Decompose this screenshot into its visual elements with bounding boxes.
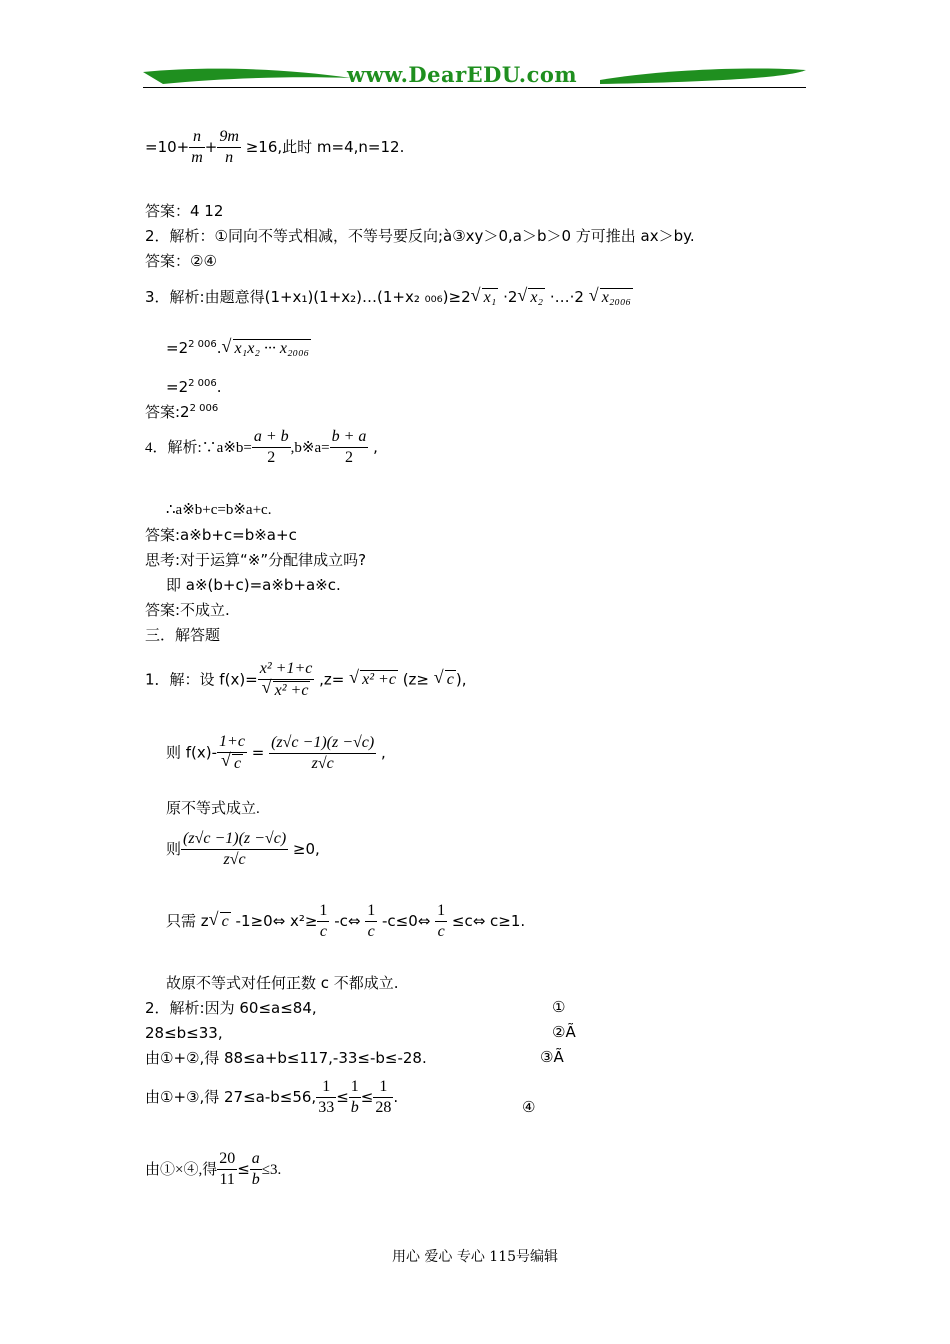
text: -c≤0⇔ <box>382 912 431 930</box>
text: ,b※a= <box>290 440 330 456</box>
text: ≤ <box>336 1088 349 1106</box>
denominator: 33 <box>318 1099 335 1116</box>
denominator: z√c <box>223 851 246 868</box>
section-heading: 三．解答题 <box>145 626 221 644</box>
solution-4-conclusion: ∴a※b+c=b※a+c. <box>166 502 272 518</box>
thinking-question: 思考:对于运算“※”分配律成立吗? <box>145 551 367 569</box>
numerator: 20 <box>217 1150 237 1170</box>
marker-4: ④ <box>522 1098 536 1116</box>
denominator: b <box>350 1099 359 1116</box>
fraction <box>217 1150 237 1189</box>
radical <box>262 681 311 700</box>
denominator: b <box>251 1171 260 1188</box>
text: -1≥0⇔ x²≥ <box>235 912 318 930</box>
text: ·2 <box>503 288 518 306</box>
radical <box>589 288 633 308</box>
denominator: 2 <box>267 449 276 466</box>
radical <box>434 670 456 690</box>
text: . <box>216 378 222 396</box>
answer-3 <box>145 399 218 422</box>
fraction <box>217 733 247 773</box>
text: 由①×④,得 <box>145 1162 218 1178</box>
denominator: 11 <box>219 1171 235 1188</box>
solution-3 <box>145 287 633 308</box>
numerator: 1+c <box>217 733 247 753</box>
text: 3．解析:由题意得(1+x₁)(1+x₂)…(1+x₂ ₀₀₆)≥2 <box>145 288 471 306</box>
numerator: 1 <box>373 1078 393 1098</box>
swoosh-right-icon <box>598 64 808 88</box>
answer-2: 答案：②④ <box>145 252 217 270</box>
text: ), <box>455 670 467 689</box>
problem-1-conclusion: 故原不等式对任何正数 c 不都成立. <box>166 974 399 992</box>
radicand: c <box>446 671 454 688</box>
text: , <box>373 438 378 456</box>
radical <box>222 339 312 359</box>
denominator: 2 <box>344 449 353 466</box>
fraction <box>250 1150 262 1189</box>
radical <box>349 670 398 690</box>
denominator: c <box>437 923 445 940</box>
solution-4 <box>145 428 378 467</box>
radical <box>471 288 499 308</box>
radicand: x² +c <box>274 682 309 699</box>
numerator: (z√c −1)(z −√c) <box>269 734 376 754</box>
solution-3-line-2 <box>166 335 311 359</box>
thinking-statement: 即 a※(b+c)=a※b+a※c. <box>166 576 341 594</box>
numerator: (z√c −1)(z −√c) <box>181 830 288 850</box>
numerator: a <box>250 1150 262 1170</box>
problem-1 <box>145 660 467 700</box>
numerator: a + b <box>252 428 291 448</box>
denominator: c <box>319 923 327 940</box>
radicand: c <box>233 755 242 772</box>
text: ≤3. <box>261 1162 282 1178</box>
radical <box>221 754 243 773</box>
problem-2-conclusion <box>145 1150 281 1189</box>
radicand: x₂ <box>530 288 544 306</box>
solution-3-line-3 <box>166 374 222 397</box>
text: ≤c⇔ c≥1. <box>451 912 526 930</box>
denominator <box>217 753 247 773</box>
denominator: c <box>367 923 375 940</box>
marker-1: ① <box>552 998 566 1016</box>
radical <box>209 912 231 932</box>
denominator: z√c <box>311 754 334 772</box>
text: = <box>251 743 265 762</box>
swoosh-left-icon <box>143 64 353 88</box>
line-result <box>145 128 404 167</box>
fraction <box>189 128 205 167</box>
problem-1-step <box>166 733 386 773</box>
text: ≤ <box>237 1160 250 1178</box>
marker-2: ②Ã <box>552 1023 576 1041</box>
text: 则 f(x)- <box>166 743 218 762</box>
numerator: x² +1+c <box>258 660 315 680</box>
text: ≥0, <box>292 840 320 858</box>
answer-4: 答案:a※b+c=b※a+c <box>145 526 297 544</box>
text: 只需 z <box>166 912 209 930</box>
problem-2-line-4 <box>145 1078 398 1117</box>
fraction <box>181 830 288 869</box>
text: =10+ <box>145 138 190 156</box>
fraction <box>365 902 377 941</box>
marker-3: ③Ã <box>540 1048 564 1066</box>
problem-1-note: 原不等式成立. <box>166 801 260 817</box>
denominator: 28 <box>375 1099 392 1116</box>
fraction <box>252 428 291 467</box>
header-banner <box>143 62 806 92</box>
text: . <box>216 339 222 357</box>
radicand: c <box>221 912 229 930</box>
text: =2 <box>166 378 189 396</box>
text: + <box>204 138 218 156</box>
text: ≤ <box>360 1088 374 1106</box>
radicand: x₂₀₀₆ <box>601 288 632 306</box>
problem-1-derivation <box>166 902 525 941</box>
exponent: 2 006 <box>189 403 219 414</box>
radicand: x₁x₂ ··· x₂₀₀₆ <box>234 339 310 357</box>
text: -c⇔ <box>334 912 361 930</box>
text: 由①+③,得 27≤a-b≤56, <box>145 1088 317 1106</box>
text: . <box>393 1088 399 1106</box>
answer-1: 答案：4 12 <box>145 202 224 220</box>
exponent: 2 006 <box>188 378 217 389</box>
page-footer: 用心 爱心 专心 115号编辑 <box>391 1249 559 1265</box>
radicand: x² +c <box>362 671 396 688</box>
fraction <box>373 1078 393 1117</box>
denominator: n <box>225 149 234 166</box>
numerator: 1 <box>349 1078 361 1098</box>
exponent: 2 006 <box>188 339 217 350</box>
fraction <box>330 428 369 467</box>
radicand: x₁ <box>483 288 497 306</box>
problem-2-line-3: 由①+②,得 88≤a+b≤117,-33≤-b≤-28. <box>145 1049 427 1067</box>
solution-2: 2．解析：①同向不等式相减，不等号要反向;à③xy＞0,a＞b＞0 方可推出 ax＞by. <box>145 227 695 245</box>
problem-2-line-2: 28≤b≤33, <box>145 1024 223 1042</box>
numerator: 9m <box>217 128 241 148</box>
text: 则 <box>166 842 182 858</box>
text: =2 <box>166 339 189 357</box>
fraction <box>316 1078 336 1117</box>
numerator: 1 <box>365 902 377 922</box>
text: , <box>381 743 386 762</box>
problem-2-line-1: 2．解析:因为 60≤a≤84, <box>145 999 317 1017</box>
text: ·…·2 <box>549 288 584 306</box>
denominator: m <box>191 149 203 166</box>
text: 1．解：设 f(x)= <box>145 670 258 689</box>
fraction <box>435 902 447 941</box>
site-logo-text: www.DearEDU.com <box>347 62 578 87</box>
fraction <box>269 734 376 773</box>
fraction <box>349 1078 361 1117</box>
fraction <box>317 902 329 941</box>
numerator: n <box>189 128 205 148</box>
fraction <box>217 128 241 167</box>
problem-1-condition <box>166 830 320 869</box>
numerator: 1 <box>317 902 329 922</box>
text: 答案:2 <box>145 403 190 421</box>
header-rule <box>143 87 806 88</box>
text: ,z= <box>319 670 345 689</box>
denominator <box>258 680 315 700</box>
text: ≥16,此时 m=4,n=12. <box>245 138 405 156</box>
numerator: 1 <box>435 902 447 922</box>
fraction <box>258 660 315 700</box>
text: (z≥ <box>402 670 429 689</box>
numerator: b + a <box>330 428 369 448</box>
radical <box>517 288 545 308</box>
text: 4．解析:∵a※b= <box>145 440 252 456</box>
numerator: 1 <box>316 1078 336 1098</box>
answer-5: 答案:不成立. <box>145 601 230 619</box>
